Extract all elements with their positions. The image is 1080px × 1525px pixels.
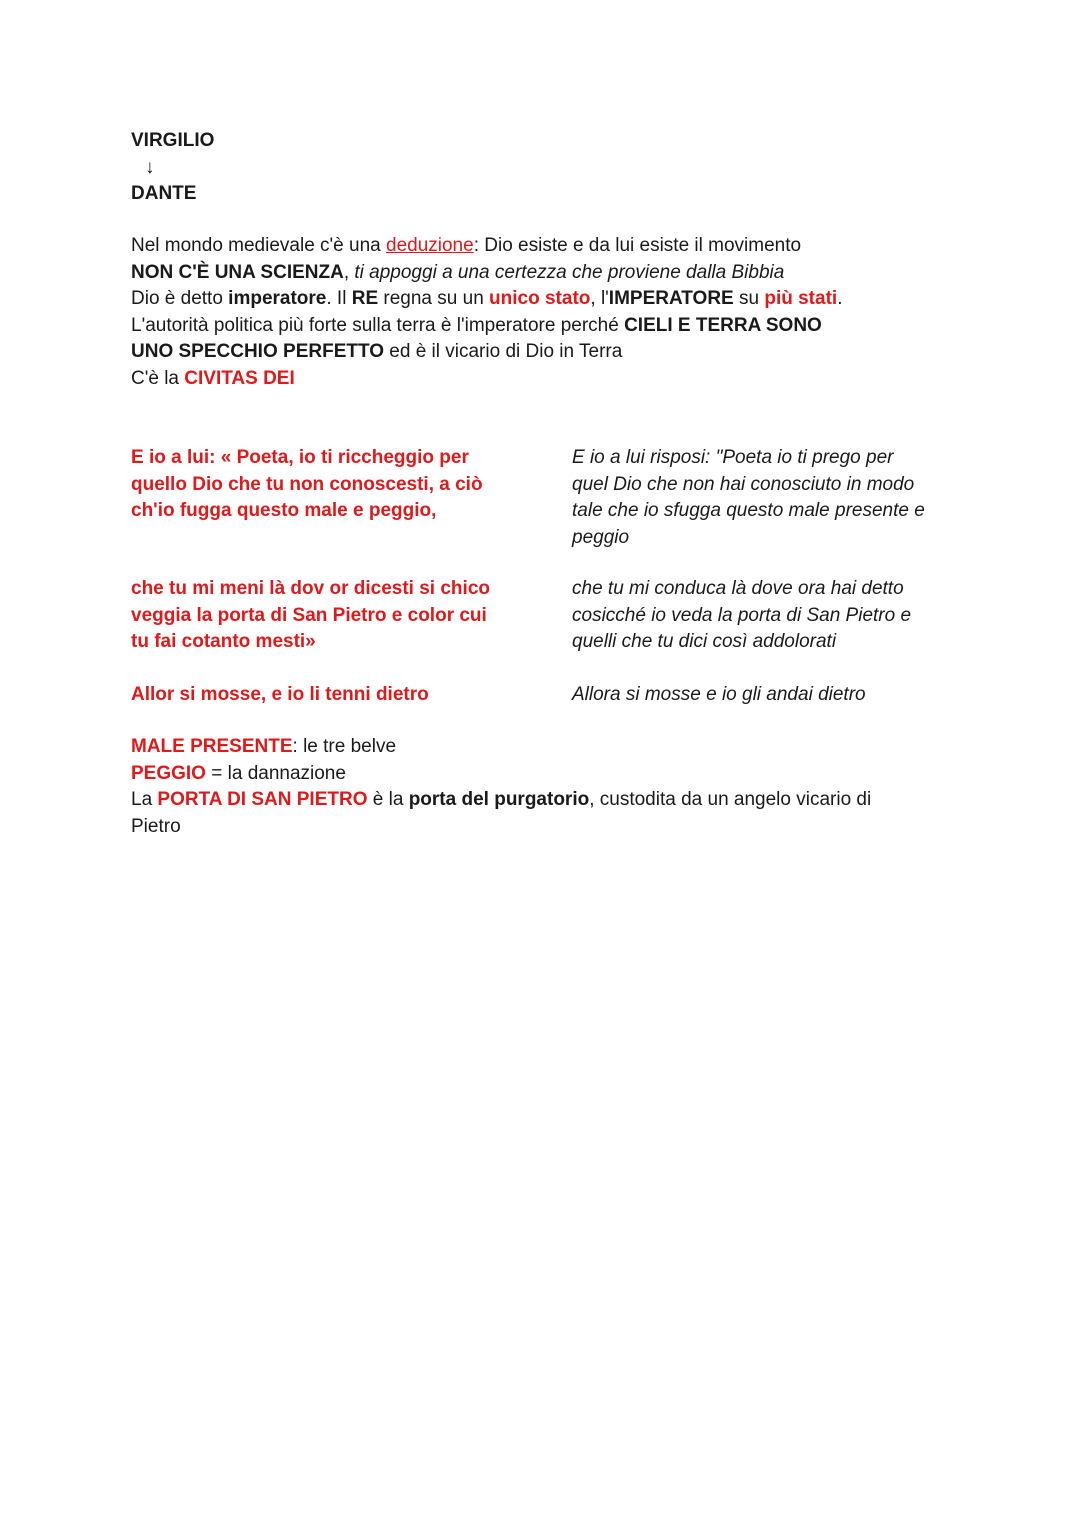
verse-original-2	[131, 576, 521, 656]
paraphrase-line: quel Dio che non hai conosciuto in modo	[572, 473, 915, 495]
text-span: , l'	[590, 288, 609, 309]
paraphrase-line: tale che io sfugga questo male presente e	[572, 500, 925, 521]
text-span: è la	[367, 789, 409, 810]
verse-line: che tu mi meni là dov or dicesti si chico	[131, 578, 490, 599]
text-span: imperatore	[228, 288, 327, 309]
text-span: CIVITAS DEI	[184, 367, 295, 389]
text-span: CIELI E TERRA SONO	[624, 314, 822, 336]
verse-paraphrase-2	[572, 576, 962, 656]
verse-paraphrase-1	[572, 445, 962, 551]
text-span: IMPERATORE	[608, 288, 734, 309]
verse-original-1	[131, 445, 521, 525]
verse-original-3	[131, 682, 521, 709]
text-span: PORTA DI SAN PIETRO	[157, 789, 368, 810]
text-span: L'autorità politica più forte sulla terra è l'imperatore perché	[131, 314, 625, 336]
intro-line-5	[131, 339, 931, 366]
paraphrase-line: Allora si mosse e io gli andai dietro	[572, 684, 866, 705]
note-male-presente	[131, 734, 951, 761]
paraphrase-line: E io a lui risposi: "Poeta io ti prego per	[572, 447, 894, 468]
text-span: RE	[351, 288, 379, 309]
text-span: porta del purgatorio	[408, 789, 590, 810]
paraphrase-line: quelli che tu dici così addolorati	[572, 631, 837, 652]
verse-line: Allor si mosse, e io li tenni dietro	[131, 684, 429, 705]
notes-block	[131, 734, 951, 840]
intro-line-2	[131, 260, 931, 287]
intro-line-6	[131, 366, 931, 393]
text-span: più stati	[764, 288, 838, 309]
note-porta-line-1	[131, 787, 951, 814]
paraphrase-line: che tu mi conduca là dove ora hai detto	[572, 578, 904, 599]
text-span: La	[131, 789, 158, 810]
text-span: su	[733, 288, 765, 309]
text-span: ti appoggi a una certezza che proviene dalla Bibbia	[354, 261, 785, 283]
text-span: UNO SPECCHIO PERFETTO	[131, 341, 385, 362]
verse-line: tu fai cotanto mesti»	[131, 631, 316, 652]
heading-dante: DANTE	[131, 183, 197, 204]
text-span: = la dannazione	[205, 762, 346, 784]
note-peggio	[131, 761, 951, 788]
verse-line: veggia la porta di San Pietro e color cui	[131, 604, 487, 626]
text-span: NON C'È UNA SCIENZA	[131, 261, 344, 283]
intro-line-4	[131, 313, 931, 340]
intro-line-3	[131, 286, 931, 313]
text-span: .	[837, 288, 843, 309]
intro-paragraph	[131, 233, 931, 392]
text-span: Dio è detto	[131, 288, 229, 309]
text-span: : le tre belve	[292, 736, 397, 757]
deduzione-term: deduzione	[386, 235, 474, 256]
text-span: : Dio esiste e da lui esiste il movimento	[473, 235, 802, 256]
text-span: ,	[343, 261, 355, 283]
verse-line: quello Dio che tu non conoscesti, a ciò	[131, 473, 483, 495]
intro-line-1	[131, 233, 931, 260]
verse-line: E io a lui: « Poeta, io ti riccheggio per	[131, 447, 469, 468]
verse-line: ch'io fugga questo male e peggio,	[131, 500, 437, 521]
text-span: regna su un	[378, 288, 490, 309]
text-span: MALE PRESENTE	[131, 736, 293, 757]
paraphrase-line: cosicché io veda la porta di San Pietro e	[572, 604, 912, 626]
text-span: PEGGIO	[131, 762, 206, 784]
heading-virgilio: VIRGILIO	[131, 130, 215, 151]
text-span: Nel mondo medievale c'è una	[131, 235, 386, 256]
text-span: ed è il vicario di Dio in Terra	[384, 341, 623, 362]
verse-paraphrase-3	[572, 682, 962, 709]
text-span: . Il	[326, 288, 352, 309]
text-span: , custodita da un angelo vicario di	[589, 789, 872, 810]
text-span: unico stato	[489, 288, 591, 309]
note-porta-line-2: Pietro	[131, 815, 181, 837]
header-block	[131, 128, 214, 208]
paraphrase-line: peggio	[572, 526, 630, 548]
text-span: C'è la	[131, 367, 185, 389]
down-arrow-icon: ↓	[145, 156, 155, 178]
